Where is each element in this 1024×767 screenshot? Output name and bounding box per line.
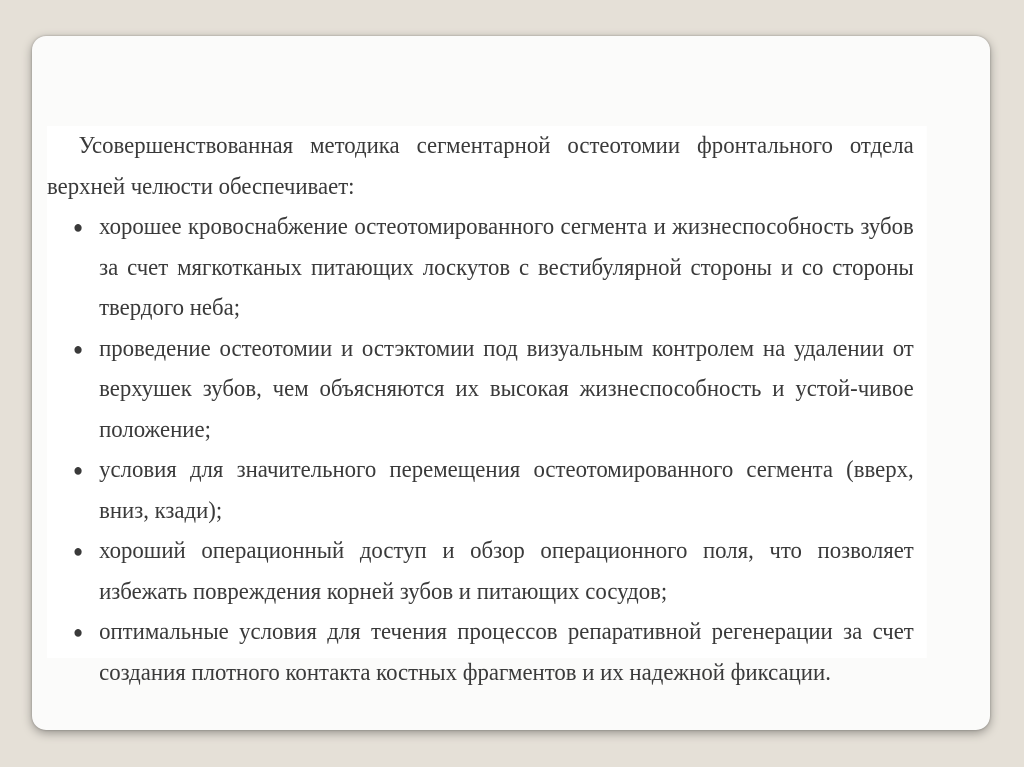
- bullet-dot-icon: ●: [73, 338, 84, 359]
- bullet-dot-icon: ●: [73, 622, 84, 642]
- bullet-dot-icon: ●: [73, 460, 84, 480]
- list-item-text: проведение остеотомии и остэктомии под визуальным контролем на удалении от верхушек зубов, чем объясняются их высокая жизнеспособность и устой-чивое положение;: [99, 334, 914, 443]
- list-item-text: хороший операционный доступ и обзор операционного поля, что позволяет избежать повреждения корней зубов и питающих сосудов;: [99, 537, 914, 605]
- bullet-dot-icon: ●: [73, 541, 84, 561]
- list-item: [47, 329, 914, 451]
- bullet-dot-icon: ●: [73, 217, 84, 237]
- list-item-text: оптимальные условия для течения процессов репаративной регенерации за счет создания плотного контакта костных фрагментов и их надежной фиксации.: [99, 618, 914, 686]
- list-item-text: хорошее кровоснабжение остеотомированного сегмента и жизнеспособность зубов за счет мягкотканых питающих лоскутов с вестибулярной стороны и со стороны твердого неба;: [99, 213, 914, 321]
- intro-paragraph: Усовершенствованная методика сегментарной остеотомии фронтального отдела верхней челюсти обеспечивает:: [47, 132, 914, 200]
- list-item: [47, 531, 914, 612]
- text-block: [47, 126, 927, 686]
- list-item-text: условия для значительного перемещения остеотомированного сегмента (вверх, вниз, кзади);: [99, 456, 914, 524]
- list-item: [47, 207, 914, 329]
- bullet-list: [47, 207, 914, 693]
- list-item: [47, 450, 914, 531]
- list-item: [47, 612, 914, 693]
